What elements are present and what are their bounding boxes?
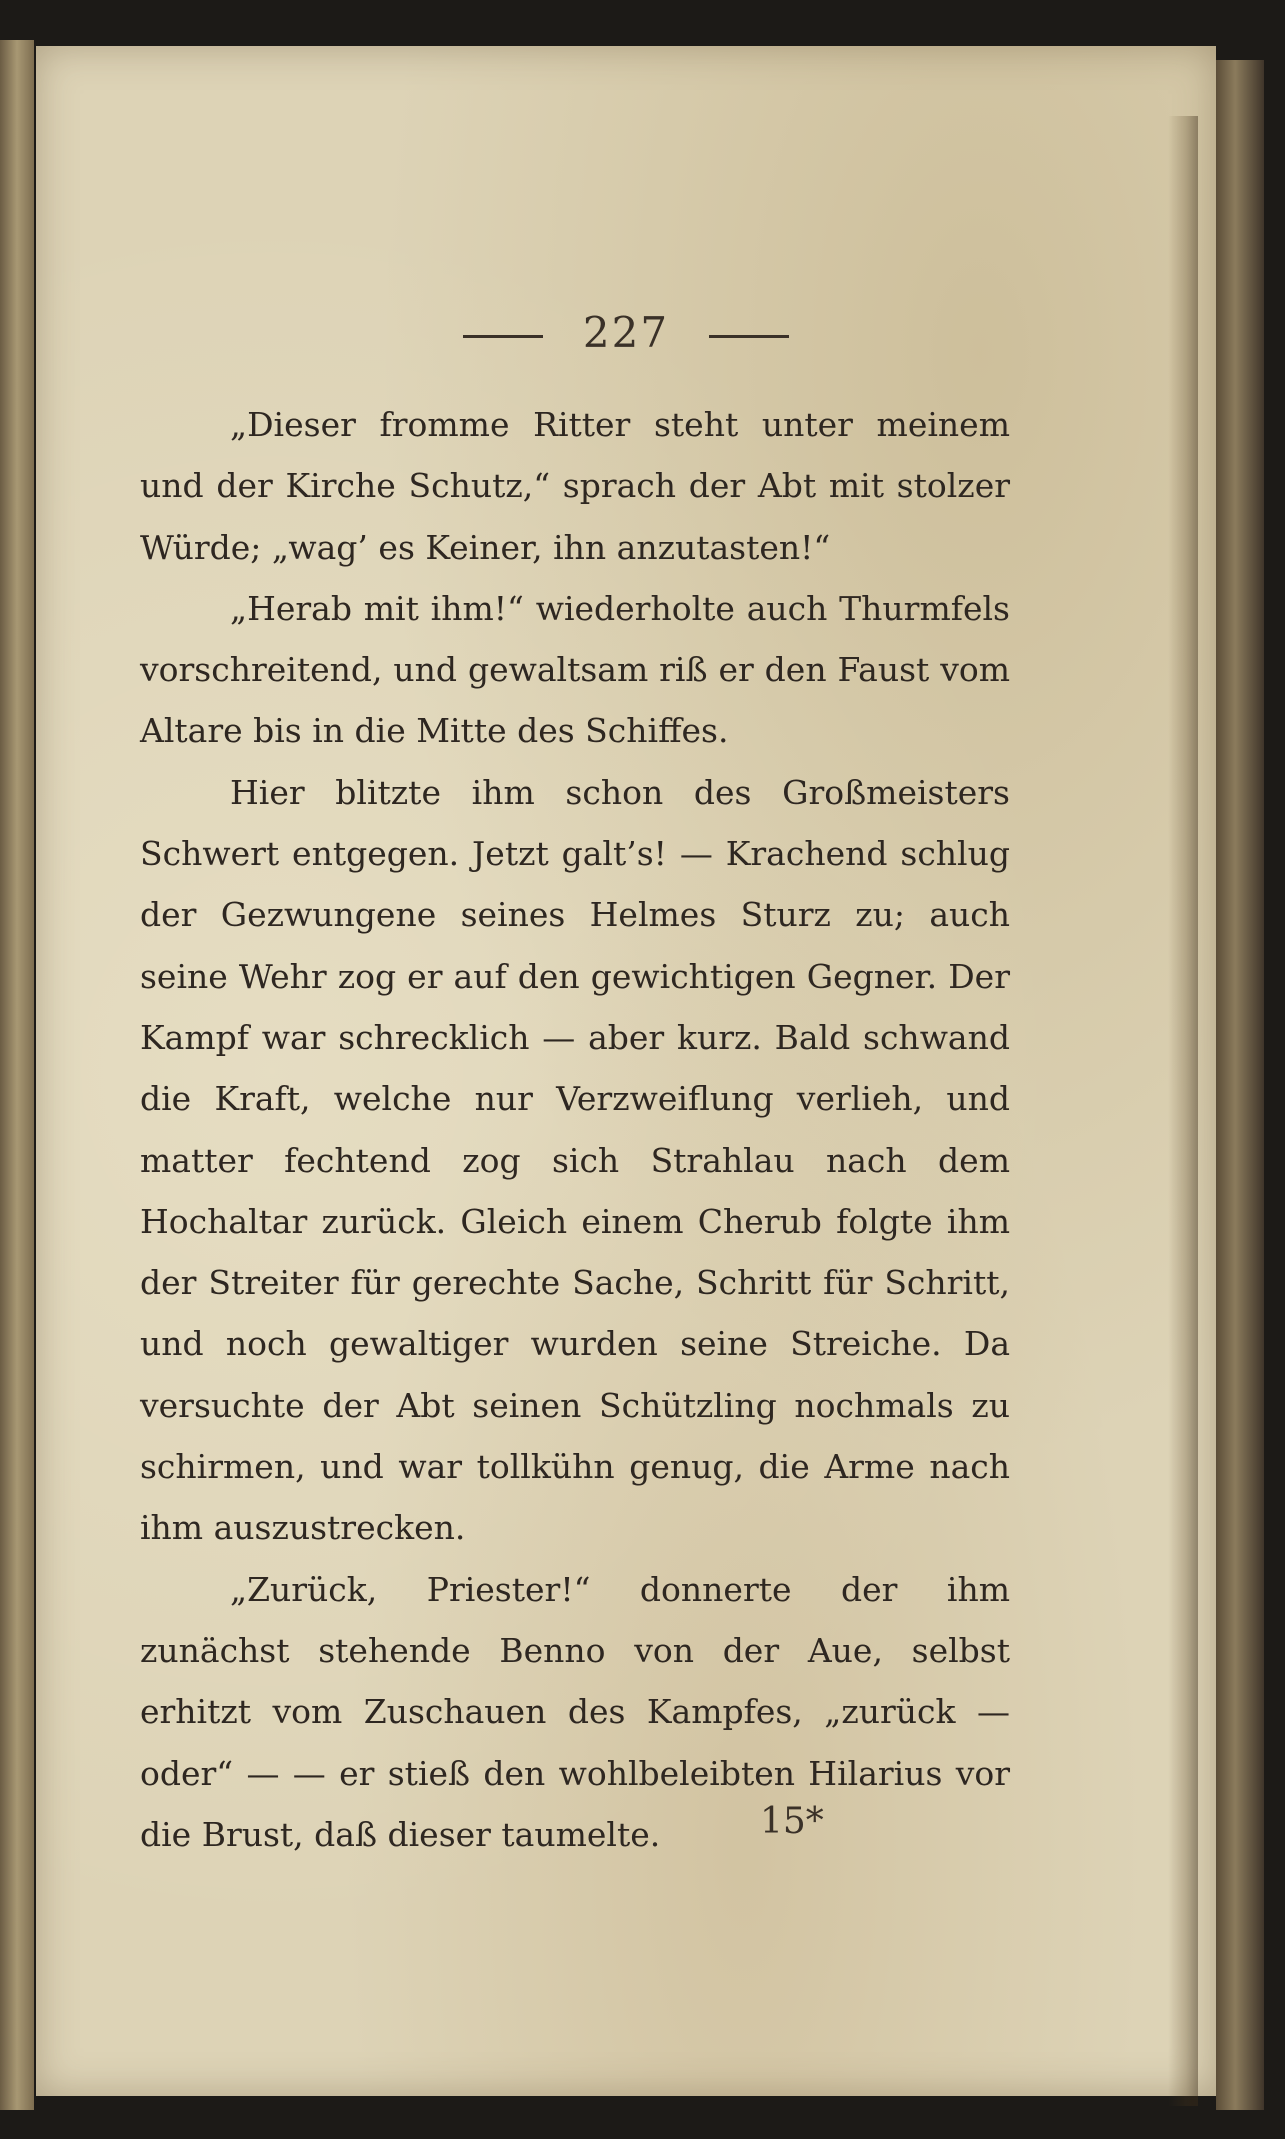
page-header xyxy=(36,308,1216,357)
paragraph: Hier blitzte ihm schon des Großmeisters Schwert entgegen. Jetzt galt’s! — Krachend schlug der Gezwungene seines Helmes Sturz zu; auch seine Wehr zog er auf den gewichtigen Gegner. Der Kampf war schrecklich — aber kurz. Bald schwand die Kraft, welche nur Verzweiflung verlieh, und matter fechtend zog sich Strahlau nach dem Hochaltar zurück. Gleich einem Cherub folgte ihm der Streiter für gerechte Sache, Schritt für Schritt, und noch gewaltiger wurden seine Streiche. Da versuchte der Abt seinen Schützling nochmals zu schirmen, und war tollkühn genug, die Arme nach ihm auszustrecken. xyxy=(140,772,1010,1548)
book-page xyxy=(36,46,1216,2096)
header-dash-left xyxy=(463,335,543,338)
signature-mark: 15* xyxy=(760,1801,824,1842)
paragraph: „Dieser fromme Ritter steht unter meinem und der Kirche Schutz,“ sprach der Abt mit stolzer Würde; „wag’ es Keiner, ihn anzutasten!“ xyxy=(140,405,1010,567)
left-page-edge xyxy=(0,40,34,2110)
header-dash-right xyxy=(709,335,789,338)
page-number: 227 xyxy=(582,308,670,357)
body-text xyxy=(140,394,1010,1865)
book-cover-edge xyxy=(1216,60,1264,2110)
paragraph: „Herab mit ihm!“ wiederholte auch Thurmfels vorschreitend, und gewaltsam riß er den Faust vom Altare bis in die Mitte des Schiffes. xyxy=(140,588,1010,751)
paragraph: „Zurück, Priester!“ donnerte der ihm zunächst stehende Benno von der Aue, selbst erhitzt vom Zuschauen des Kampfes, „zurück — oder“ — — er stieß den wohlbeleibten Hilarius vor die Brust, daß dieser taumelte. xyxy=(140,1569,1010,1854)
page-edge-shadow xyxy=(1168,116,1198,2106)
